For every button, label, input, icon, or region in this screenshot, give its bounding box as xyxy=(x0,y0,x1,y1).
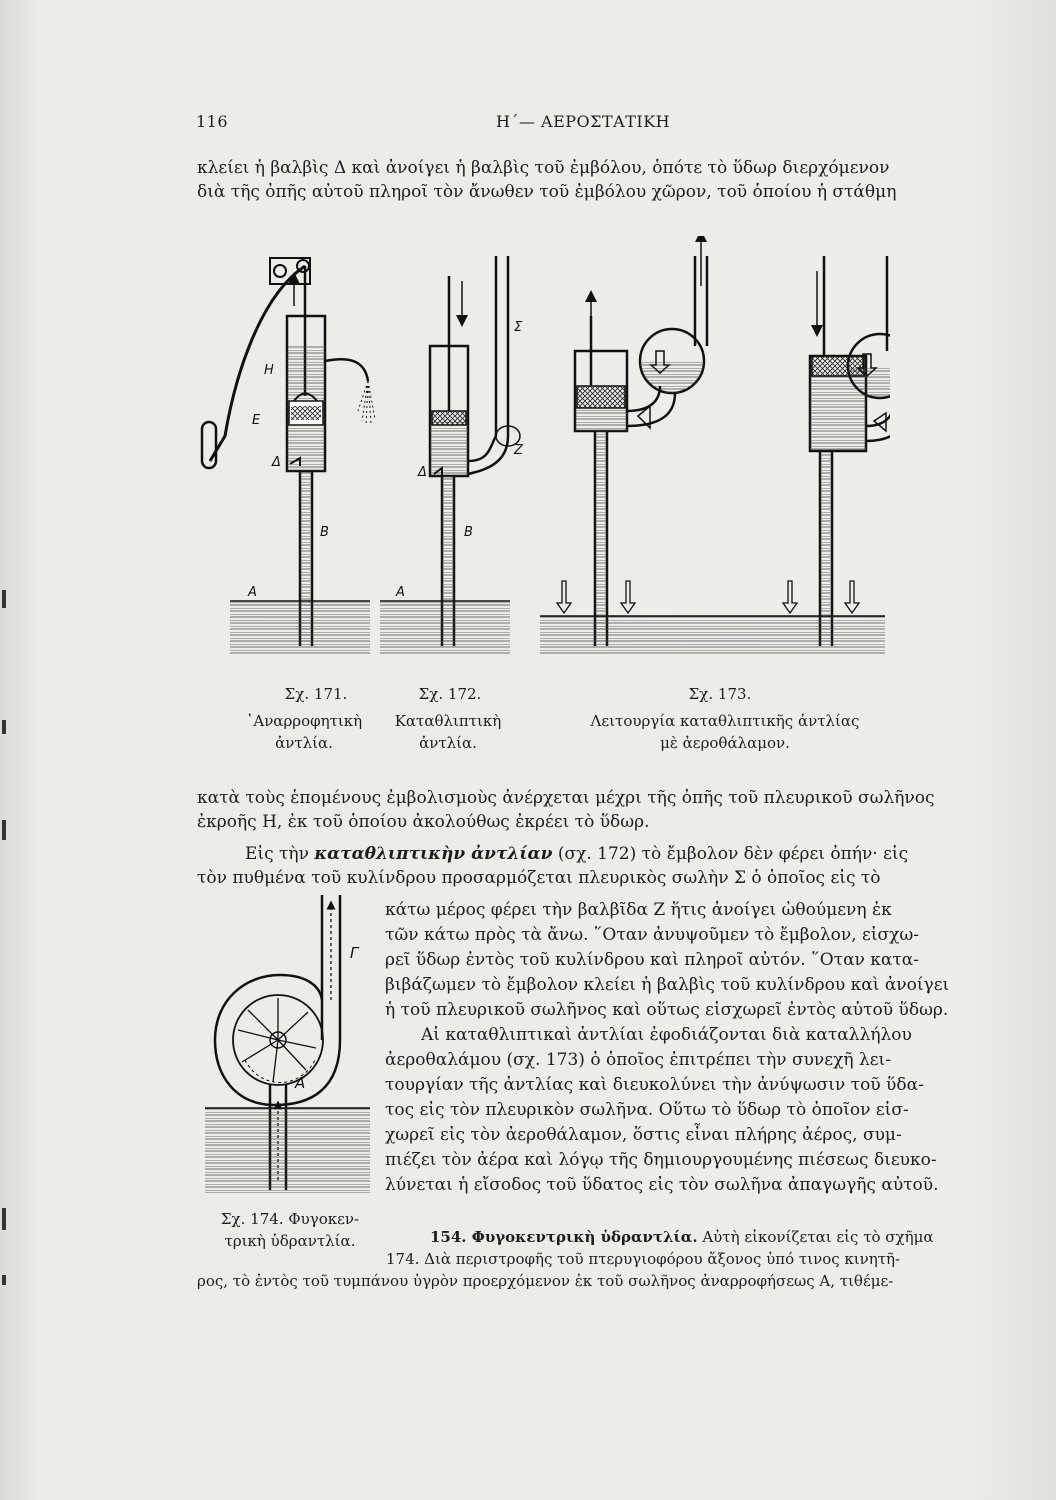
figure-171-suction-pump xyxy=(202,258,375,656)
figure-173-air-chamber-pumps xyxy=(540,236,890,656)
pump-figures-171-173 xyxy=(190,236,890,676)
fig173-caption xyxy=(570,710,880,754)
caption-line: Σχ. 174. Φυγοκεν- xyxy=(220,1210,360,1228)
caption-line: ᾿Αναρροφητικὴ xyxy=(245,712,363,730)
caption-line: ἀντλία. xyxy=(419,734,477,752)
label-A: Α xyxy=(396,585,405,600)
label-B: Β xyxy=(464,525,473,540)
fig174-caption xyxy=(200,1208,380,1252)
label-H: Η xyxy=(264,363,274,378)
binding-mark xyxy=(2,590,6,608)
text-line: τὸν πυθμένα τοῦ κυλίνδρου προσαρμόζεται πλευρικὸς σωλὴν Σ ὁ ὁποῖος εἰς τὸ xyxy=(197,868,881,888)
text-line: Αἱ καταθλιπτικαὶ ἀντλίαι ἐφοδιάζονται διὰ καταλλήλου xyxy=(421,1025,912,1045)
caption-line: μὲ ἀεροθάλαμον. xyxy=(660,734,790,752)
text-line: βιβάζωμεν τὸ ἔμβολον κλείει ἡ βαλβὶς τοῦ κυλίνδρου καὶ ἀνοίγει xyxy=(385,975,950,995)
fig171-label: Σχ. 171. xyxy=(284,685,348,703)
figure-172-force-pump xyxy=(380,256,524,656)
text-line: τῶν κάτω πρὸς τὰ ἄνω. ῞Οταν ἀνυψοῦμεν τὸ ἔμβολον, εἰσχω- xyxy=(385,925,919,945)
running-title: Η΄— ΑΕΡΟΣΤΑΤΙΚΗ xyxy=(496,112,671,131)
text-line: κατὰ τοὺς ἑπομένους ἐμβολισμοὺς ἀνέρχεται μέχρι τῆς ὀπῆς τοῦ πλευρικοῦ σωλῆνος xyxy=(197,788,935,808)
text-line: ἐκροῆς Η, ἐκ τοῦ ὁποίου ἀκολούθως ἐκρέει τὸ ὕδωρ. xyxy=(197,812,650,832)
fig171-caption xyxy=(236,710,372,754)
text-line: 174. Διὰ περιστροφῆς τοῦ πτερυγιοφόρου ἄξονος ὑπό τινος κινητῆ- xyxy=(386,1250,901,1268)
text-line xyxy=(197,842,977,866)
caption-line: Καταθλιπτικὴ xyxy=(394,712,502,730)
text-line xyxy=(386,1226,976,1248)
figure-174-centrifugal-pump xyxy=(200,890,375,1200)
right-column-text xyxy=(385,898,977,1198)
fig173-label: Σχ. 173. xyxy=(688,685,752,703)
label-Gamma: Γ xyxy=(350,944,359,962)
text-run: Αὐτὴ εἰκονίζεται εἰς τὸ σχῆμα xyxy=(697,1228,934,1246)
section-154 xyxy=(386,1226,976,1270)
section-heading: 154. Φυγοκεντρικὴ ὑδραντλία. xyxy=(430,1228,698,1246)
label-D: Δ xyxy=(418,465,427,480)
text-line: ρεῖ ὕδωρ ἐντὸς τοῦ κυλίνδρου καὶ πληροῖ αὐτόν. ῞Οταν κατα- xyxy=(385,950,920,970)
top-paragraph xyxy=(197,156,977,204)
label-Z: Ζ xyxy=(514,443,523,458)
label-D: Δ xyxy=(272,455,281,470)
text-line: ἀεροθαλάμου (σχ. 173) ὁ ὁποῖος ἐπιτρέπει τὴν συνεχῆ λει- xyxy=(385,1050,891,1070)
binding-mark xyxy=(2,1208,6,1230)
caption-line: τρικὴ ὑδραντλία. xyxy=(224,1232,356,1250)
text-run: Εἰς τὴν xyxy=(245,844,315,864)
fig172-caption xyxy=(380,710,516,754)
label-Sigma: Σ xyxy=(514,320,523,335)
text-line: κλείει ἡ βαλβὶς Δ καὶ ἀνοίγει ἡ βαλβὶς τοῦ ἐμβόλου, ὁπότε τὸ ὕδωρ διερχόμενον xyxy=(197,158,890,178)
caption-line: Λειτουργία καταθλιπτικῆς ἀντλίας xyxy=(590,712,860,730)
binding-mark xyxy=(2,1275,6,1285)
text-line: τος εἰς τὸν πλευρικὸν σωλῆνα. Οὕτω τὸ ὕδωρ τὸ ὁποῖον εἰσ- xyxy=(385,1100,909,1120)
text-run: (σχ. 172) τὸ ἔμβολον δὲν φέρει ὀπήν· εἰς xyxy=(552,844,909,864)
page-number: 116 xyxy=(196,112,229,131)
caption-line: ἀντλία. xyxy=(275,734,333,752)
text-line: κάτω μέρος φέρει τὴν βαλβῖδα Ζ ἥτις ἀνοίγει ὠθούμενη ἐκ xyxy=(385,900,892,920)
force-pump-paragraph xyxy=(197,842,977,890)
binding-mark xyxy=(2,720,6,734)
text-line: πιέζει τὸν ἀέρα καὶ λόγῳ τῆς δημιουργουμένης πιέσεως διευκο- xyxy=(385,1150,937,1170)
fig172-label: Σχ. 172. xyxy=(418,685,482,703)
text-line: χωρεῖ εἰς τὸν ἀεροθάλαμον, ὅστις εἶναι πλήρης ἀέρος, συμ- xyxy=(385,1125,902,1145)
binding-mark xyxy=(2,820,6,840)
emphasis-term: καταθλιπτικὴν ἀντλίαν xyxy=(314,844,553,864)
text-line: ρος, τὸ ἐντὸς τοῦ τυμπάνου ὑγρὸν προερχόμενον ἐκ τοῦ σωλῆνος ἀναρροφήσεως Α, τιθέμε- xyxy=(197,1272,894,1290)
label-A: Α xyxy=(295,1074,306,1092)
text-line: διὰ τῆς ὀπῆς αὐτοῦ πληροῖ τὸν ἄνωθεν τοῦ ἐμβόλου χῶρον, τοῦ ὁποίου ἡ στάθμη xyxy=(197,182,897,202)
text-line: λύνεται ἡ εἴσοδος τοῦ ὕδατος εἰς τὸν σωλῆνα ἀπαγωγῆς αὐτοῦ. xyxy=(385,1175,939,1195)
label-A: Α xyxy=(248,585,257,600)
label-B: Β xyxy=(320,525,329,540)
text-line: τουργίαν τῆς ἀντλίας καὶ διευκολύνει τὴν ἀνύψωσιν τοῦ ὕδα- xyxy=(385,1075,924,1095)
continuation-paragraph xyxy=(197,786,977,834)
label-E: Ε xyxy=(252,413,261,428)
text-line: ἡ τοῦ πλευρικοῦ σωλῆνος καὶ οὕτως εἰσχωρεῖ ἐντὸς αὐτοῦ ὕδωρ. xyxy=(385,1000,949,1020)
